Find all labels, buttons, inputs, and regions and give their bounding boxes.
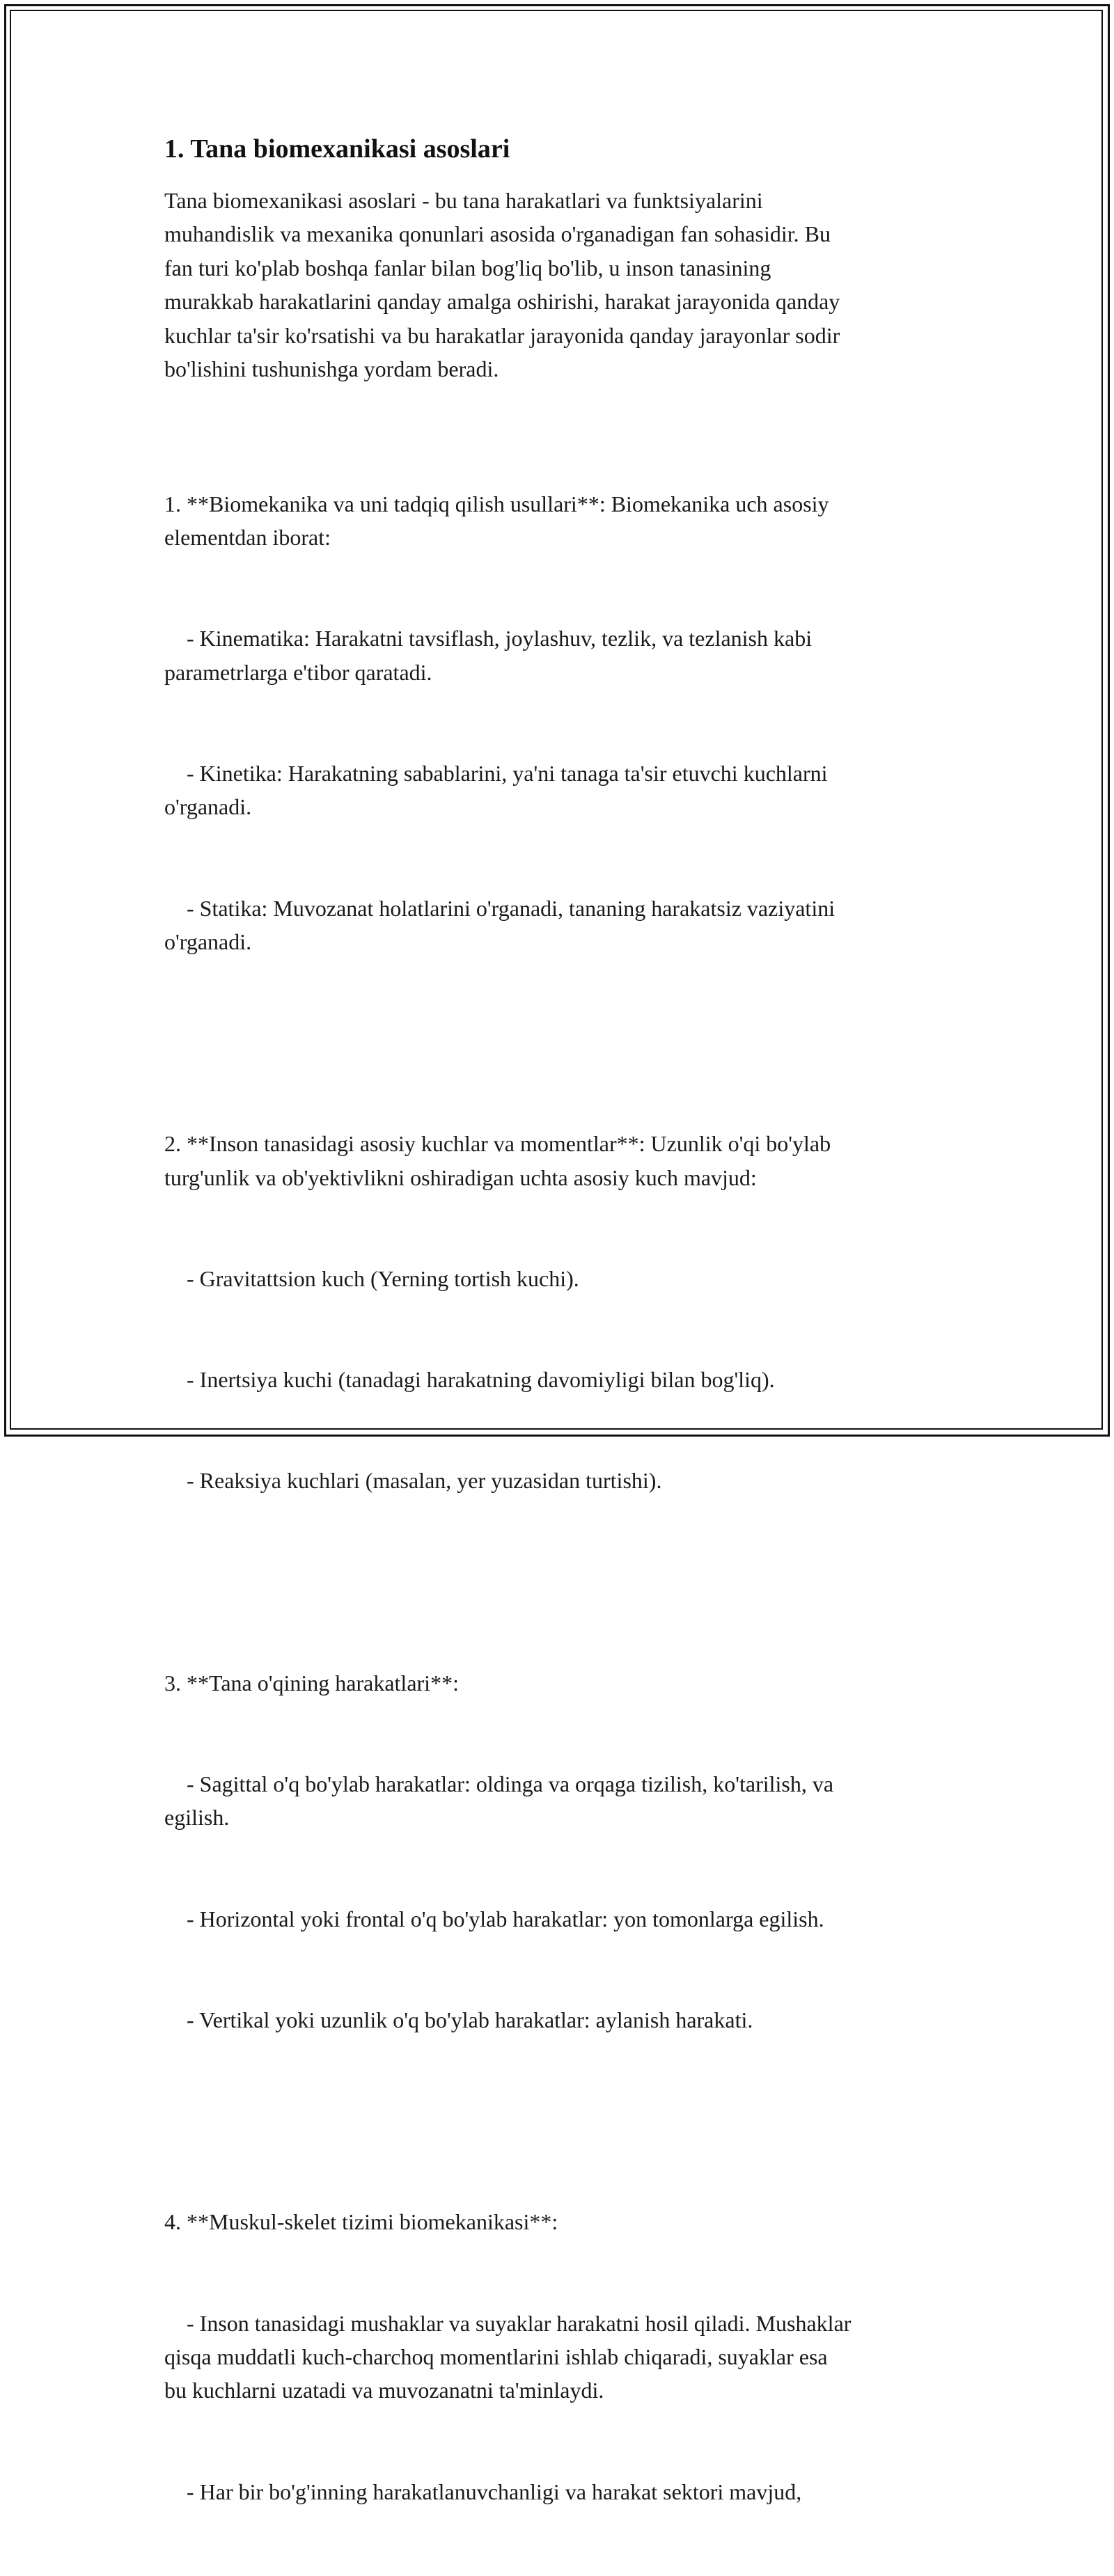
section-2-heading: 2. **Inson tanasidagi asosiy kuchlar va momentlar**: Uzunlik o'qi bo'ylab turg'unlik va ob'yektivlikni oshiradigan uchta asosiy kuch mavjud: (164, 1131, 831, 1190)
section-3-heading: 3. **Tana o'qining harakatlari**: (164, 1670, 459, 1696)
intro-paragraph: Tana biomexanikasi asoslari - bu tana harakatlari va funktsiyalarini muhandislik va mexanika qonunlari asosida o'rganadigan fan sohasidir. Bu fan turi ko'plab boshqa fanlar bilan bog'liq bo'lib, u inson tanasining murakkab harakatlarini qanday amalga oshirishi, harakat jarayonida qanday kuchlar ta'sir ko'rsatishi va bu harakatlar jarayonida qanday jarayonlar sodir bo'lishini tushunishga yordam beradi. (164, 188, 840, 382)
document-body (164, 131, 958, 2576)
section-1-heading: 1. **Biomekanika va uni tadqiq qilish usullari**: Biomekanika uch asosiy elementdan iborat: (164, 491, 829, 551)
document-title: 1. Tana biomexanikasi asoslari (164, 134, 510, 164)
section-3-item-horizontal: - Horizontal yoki frontal o'q bo'ylab harakatlar: yon tomonlarga egilish. (164, 1906, 824, 1931)
section-3-item-vertikal: - Vertikal yoki uzunlik o'q bo'ylab harakatlar: aylanish harakati. (164, 2007, 753, 2032)
section-4-heading: 4. **Muskul-skelet tizimi biomekanikasi**: (164, 2209, 558, 2235)
section-2-item-inertsiya: - Inertsiya kuchi (tanadagi harakatning davomiyligi bilan bog'liq). (164, 1367, 775, 1393)
section-4 (164, 2138, 958, 2576)
section-4-item-mushaklar: - Inson tanasidagi mushaklar va suyaklar harakatni hosil qiladi. Mushaklar qisqa muddatli kuch-charchoq momentlarini ishlab chiqaradi, suyaklar esa bu kuchlarni uzatadi va muvozanatni ta'minlaydi. (164, 2310, 852, 2403)
section-2-item-gravitatsion: - Gravitattsion kuch (Yerning tortish kuchi). (164, 1265, 579, 1291)
section-1-item-kinetika: - Kinetika: Harakatning sabablarini, ya'ni tanaga ta'sir etuvchi kuchlarni o'rganadi. (164, 760, 828, 820)
section-3 (164, 1599, 958, 2104)
section-1 (164, 420, 958, 1026)
section-1-item-statika: - Statika: Muvozanat holatlarini o'rganadi, tananing harakatsiz vaziyatini o'rganadi. (164, 895, 836, 954)
section-1-item-kinematika: - Kinematika: Harakatni tavsiflash, joylashuv, tezlik, va tezlanish kabi parametrlarga e'tibor qaratadi. (164, 626, 813, 685)
section-4-item-boginlar: - Har bir bo'g'inning harakatlanuvchanligi va harakat sektori mavjud, (164, 2479, 802, 2504)
section-3-item-sagittal: - Sagittal o'q bo'ylab harakatlar: oldinga va orqaga tizilish, ko'tarilish, va egilish. (164, 1771, 834, 1831)
section-2-item-reaksiya: - Reaksiya kuchlari (masalan, yer yuzasidan turtishi). (164, 1468, 662, 1494)
section-2 (164, 1060, 958, 1565)
